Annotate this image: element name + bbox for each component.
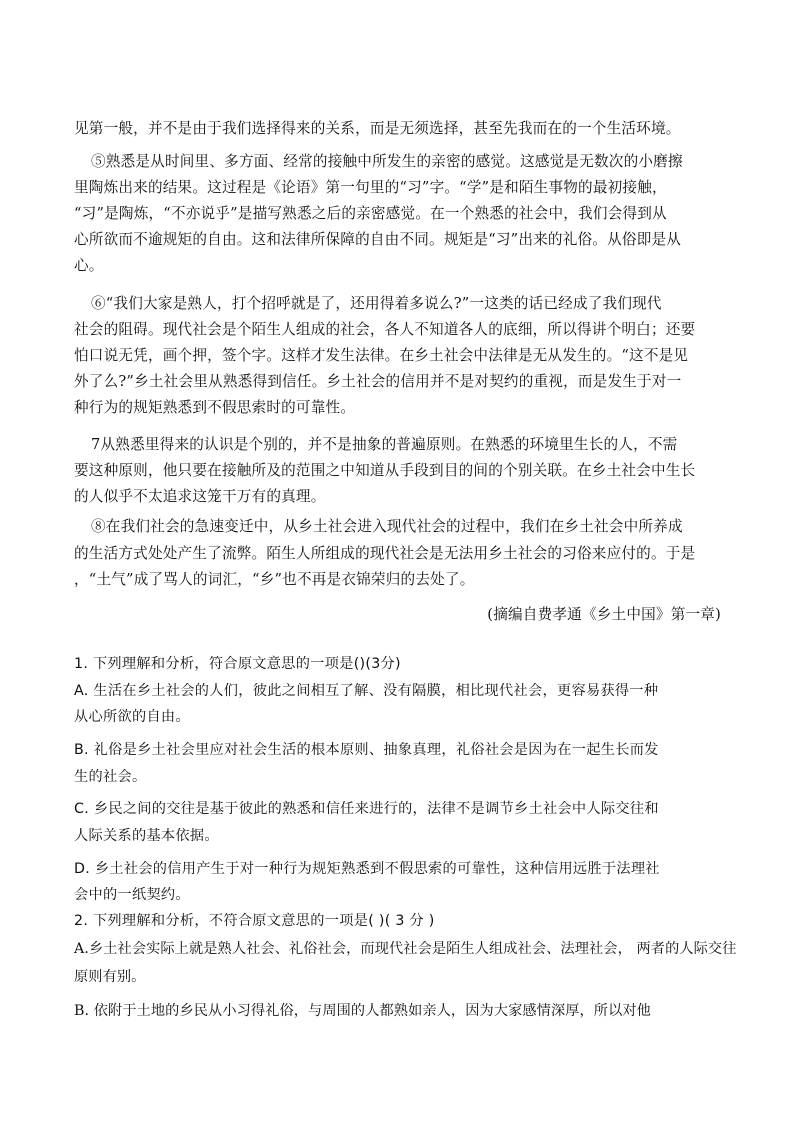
question-2-stem: 2. 下列理解和分析，不符合原文意思的一项是( )( 3 分 ) [74,913,435,929]
paragraph-5-line-5: 心。 [74,257,104,274]
source-citation: (摘编自费孝通《乡土中国》第一章) [487,606,721,623]
paragraph-6-line-4: 外了么?”乡土社会里从熟悉得到信任。乡土社会的信用并不是对契约的重视，而是发生于对一 [74,373,682,390]
paragraph-6-line-3: 怕口说无凭，画个押，签个字。这样才发生法律。在乡土社会中法律是无从发生的。“这不是见 [74,347,689,364]
question-1-option-a-line-1: A. 生活在乡土社会的人们，彼此之间相互了解、没有隔膜，相比现代社会，更容易获得一种 [74,683,659,699]
question-1-option-b-line-1: B. 礼俗是乡土社会里应对社会生活的根本原则、抽象真理，礼俗社会是因为在一起生长而发 [74,742,659,758]
paragraph-7-line-1: 7从熟悉里得来的认识是个别的，并不是抽象的普遍原则。在熟悉的环境里生长的人，不需 [91,436,678,453]
question-1-stem: 1. 下列理解和分析，符合原文意思的一项是()(3分) [74,656,401,672]
question-1-option-c-line-2: 人际关系的基本依据。 [74,828,219,844]
paragraph-8-line-2: 的生活方式处处产生了流弊。陌生人所组成的现代社会是无法用乡土社会的习俗来应付的。于是 [74,545,696,562]
question-2-option-b-line-1: B. 依附于土地的乡民从小习得礼俗，与周围的人都熟如亲人，因为大家感情深厚，所以对他 [74,1003,651,1019]
question-1-option-d-line-1: D. 乡土社会的信用产生于对一种行为规矩熟悉到不假思索的可靠性，这种信用远胜于法理社 [74,861,660,877]
question-1-option-d-line-2: 会中的一纸契约。 [74,887,190,903]
paragraph-intro-tail: 见第一般，并不是由于我们选择得来的关系，而是无须选择，甚至先我而在的一个生活环境。 [74,120,681,137]
paragraph-6-line-5: 种行为的规矩熟悉到不假思索时的可靠性。 [74,399,356,416]
paragraph-7-line-3: 的人似乎不太追求这笼干万有的真理。 [74,488,326,505]
question-1-option-a-line-2: 从心所欲的自由。 [74,709,190,725]
question-1-option-c-line-1: C. 乡民之间的交往是基于彼此的熟悉和信任来进行的，法律不是调节乡土社会中人际交往和 [74,801,659,817]
question-1-option-b-line-2: 生的社会。 [74,769,147,785]
paragraph-5-line-2: 里陶炼出来的结果。这过程是《论语》第一句里的“习”字。“学”是和陌生事物的最初接触， [74,179,667,196]
paragraph-6-line-2: 社会的阻碍。现代社会是个陌生人组成的社会，各人不知道各人的底细，所以得讲个明白；还要 [74,321,696,338]
paragraph-8-line-3: ，“土气”成了骂人的词汇，“乡”也不再是衣锦荣归的去处了。 [74,571,475,588]
paragraph-5-line-3: “习”是陶炼，“不亦说乎”是描写熟悉之后的亲密感觉。在一个熟悉的社会中，我们会得到从 [74,205,667,222]
question-2-option-a-line-2: 原则有别。 [74,969,146,985]
paragraph-5-line-4: 心所欲而不逾规矩的自由。这和法律所保障的自由不同。规矩是“习”出来的礼俗。从俗即是从 [74,231,682,248]
paragraph-6-line-1: ⑥“我们大家是熟人，打个招呼就是了，还用得着多说么?”一这类的话已经成了我们现代 [91,295,662,312]
paragraph-8-line-1: ⑧在我们社会的急速变迁中，从乡土社会进入现代社会的过程中，我们在乡土社会中所养成 [91,518,683,535]
paragraph-5-line-1: ⑤熟悉是从时间里、多方面、经常的接触中所发生的亲密的感觉。这感觉是无数次的小磨擦 [91,153,683,170]
question-2-option-a-line-1: A.乡土社会实际上就是熟人社会、礼俗社会，而现代社会是陌生人组成社会、法理社会， 两者的人际交往 [74,941,737,957]
paragraph-7-line-2: 要这种原则，他只要在接触所及的范围之中知道从手段到目的间的个别关联。在乡土社会中生长 [74,462,696,479]
